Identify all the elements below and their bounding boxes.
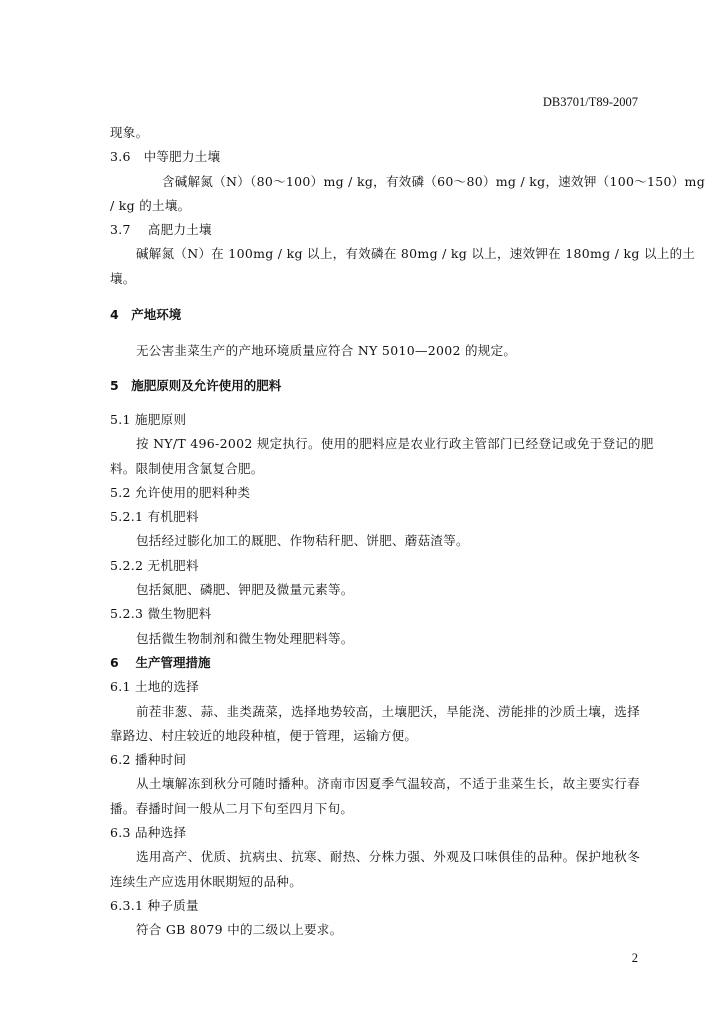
text-line: 前茬非葱、蒜、韭类蔬菜，选择地势较高，土壤肥沃，旱能浇、涝能排的沙质土壤，选择	[136, 703, 640, 719]
text-line: 按 NY/T 496-2002 规定执行。使用的肥料应是农业行政主管部门已经登记或免于登记的肥	[136, 436, 654, 452]
chapter-heading-5: 5 施肥原则及允许使用的肥料	[110, 377, 282, 393]
chapter-heading-4: 4 产地环境	[110, 307, 182, 323]
text-line: / kg 的土壤。	[110, 197, 191, 213]
section-heading-6-3: 6.3 品种选择	[110, 825, 187, 841]
text-line: 播。春播时间一般从二月下旬至四月下旬。	[110, 800, 354, 816]
text-line: 含碱解氮（N）（80～100）mg / kg，有效磷（60～80）mg / kg，速效钾（100～150）mg	[162, 173, 706, 189]
section-heading-3-6: 3.6 中等肥力土壤	[110, 149, 221, 165]
section-heading-5-2-1: 5.2.1 有机肥料	[110, 509, 199, 525]
section-heading-6-3-1: 6.3.1 种子质量	[110, 897, 199, 913]
text-line: 壤。	[110, 270, 136, 286]
text-line: 碱解氮（N）在 100mg / kg 以上，有效磷在 80mg / kg 以上，速效钾在 180mg / kg 以上的土	[136, 246, 696, 262]
section-heading-3-7: 3.7 高肥力土壤	[110, 222, 212, 238]
text-line: 靠路边、村庄较近的地段种植，便于管理，运输方便。	[110, 727, 418, 743]
text-line: 包括微生物制剂和微生物处理肥料等。	[136, 630, 354, 646]
text-line: 料。限制使用含氯复合肥。	[110, 460, 264, 476]
page-number: 2	[631, 951, 638, 965]
text-line: 从土壤解冻到秋分可随时播种。济南市因夏季气温较高，不适于韭菜生长，故主要实行春	[136, 776, 640, 792]
section-heading-5-2-3: 5.2.3 微生物肥料	[110, 606, 212, 622]
section-heading-6-2: 6.2 播种时间	[110, 752, 187, 768]
text-line: 无公害韭菜生产的产地环境质量应符合 NY 5010—2002 的规定。	[136, 343, 517, 359]
text-line: 包括经过膨化加工的厩肥、作物秸秆肥、饼肥、蘑菇渣等。	[136, 533, 469, 549]
section-heading-5-2-2: 5.2.2 无机肥料	[110, 557, 199, 573]
text-line: 现象。	[110, 125, 149, 140]
text-line: 选用高产、优质、抗病虫、抗寒、耐热、分株力强、外观及口味俱佳的品种。保护地秋冬	[136, 849, 640, 865]
section-heading-5-1: 5.1 施肥原则	[110, 411, 187, 427]
text-line: 连续生产应选用休眠期短的品种。	[110, 873, 303, 889]
text-line: 符合 GB 8079 中的二级以上要求。	[136, 922, 343, 938]
text-line: 包括氮肥、磷肥、钾肥及微量元素等。	[136, 582, 354, 598]
chapter-heading-6: 6 生产管理措施	[110, 654, 211, 670]
section-heading-6-1: 6.1 土地的选择	[110, 679, 200, 695]
document-header-code: DB3701/T89-2007	[542, 95, 638, 109]
section-heading-5-2: 5.2 允许使用的肥料种类	[110, 484, 251, 500]
document-body	[110, 121, 706, 943]
